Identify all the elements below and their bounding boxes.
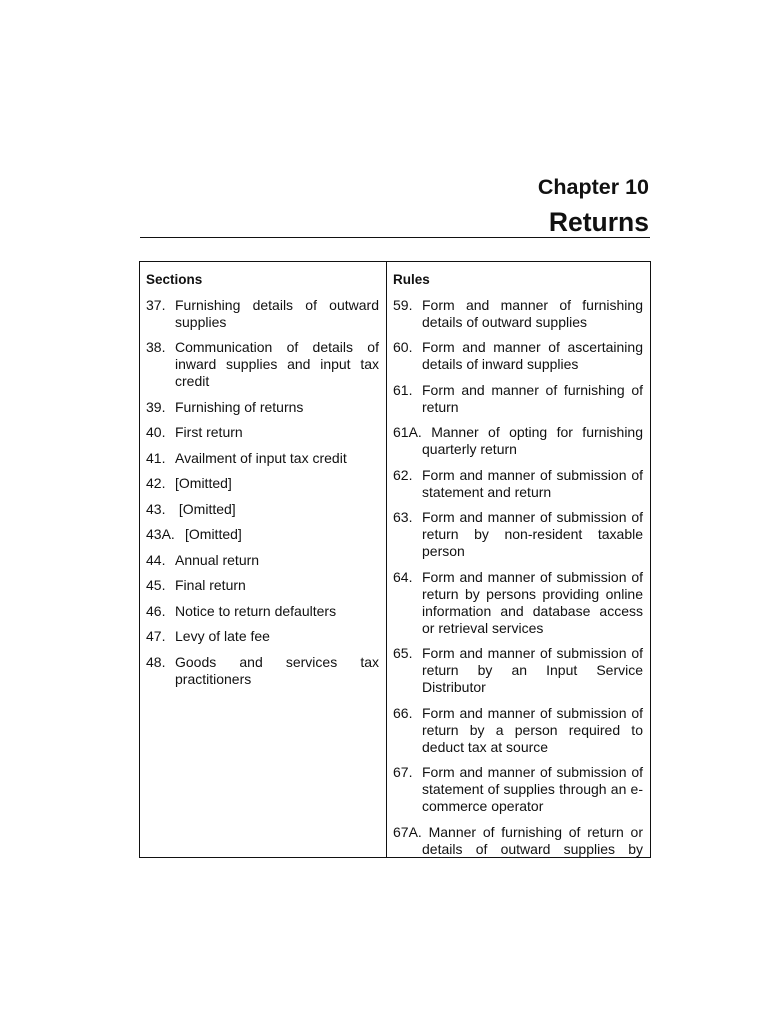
section-title: Furnishing details of outward supplies bbox=[175, 296, 379, 330]
section-item bbox=[146, 654, 379, 688]
rules-heading: Rules bbox=[393, 272, 430, 287]
rule-number: 60. bbox=[393, 339, 413, 355]
rule-item bbox=[393, 509, 643, 560]
rule-item bbox=[393, 764, 643, 815]
rule-item bbox=[393, 467, 643, 501]
section-number: 38. bbox=[146, 339, 166, 355]
rule-number: 67A. bbox=[393, 823, 422, 840]
section-number: 44. bbox=[146, 551, 166, 568]
rules-column bbox=[387, 262, 650, 857]
section-item bbox=[146, 450, 379, 467]
section-number: 42. bbox=[146, 475, 166, 491]
section-title: Levy of late fee bbox=[175, 628, 270, 644]
section-title: Furnishing of returns bbox=[175, 398, 304, 415]
section-title: Goods and services tax practitioners bbox=[175, 653, 379, 687]
rule-title: Form and manner of ascertaining details of inward supplies bbox=[422, 339, 643, 372]
section-number: 46. bbox=[146, 602, 166, 619]
rule-item bbox=[393, 424, 643, 458]
rule-title: Form and manner of submission of return by non-resident taxable person bbox=[422, 509, 643, 559]
section-item bbox=[146, 424, 379, 441]
rule-number: 59. bbox=[393, 296, 413, 313]
rule-title: Form and manner of submission of statement of supplies through an e-commerce operator bbox=[422, 764, 643, 814]
contents-table bbox=[139, 261, 651, 858]
sections-column bbox=[140, 262, 387, 857]
section-title: Communication of details of inward supplies and input tax credit bbox=[175, 339, 379, 389]
section-number: 40. bbox=[146, 424, 166, 440]
rule-item bbox=[393, 339, 643, 373]
section-number: 41. bbox=[146, 449, 166, 466]
sections-heading: Sections bbox=[146, 272, 203, 287]
rule-item bbox=[393, 645, 643, 696]
section-title: Final return bbox=[175, 577, 246, 593]
section-number: 43A. bbox=[146, 526, 175, 542]
section-item bbox=[146, 501, 379, 518]
section-item bbox=[146, 297, 379, 331]
rule-title: Manner of furnishing of return or details of outward supplies by bbox=[422, 823, 643, 857]
section-title: Availment of input tax credit bbox=[175, 449, 347, 466]
section-number: 45. bbox=[146, 577, 166, 593]
rule-number: 64. bbox=[393, 568, 413, 585]
section-item bbox=[146, 577, 379, 594]
rule-number: 65. bbox=[393, 645, 413, 661]
rule-title: Form and manner of furnishing of return bbox=[422, 381, 643, 415]
rule-item bbox=[393, 705, 643, 756]
section-item bbox=[146, 552, 379, 569]
section-item bbox=[146, 526, 379, 543]
rule-item bbox=[393, 382, 643, 416]
rule-title: Form and manner of submission of return by persons providing online information and database access or retrieval services bbox=[422, 568, 643, 636]
rule-title: Form and manner of submission of statement and return bbox=[422, 466, 643, 500]
section-title: Annual return bbox=[175, 551, 260, 568]
section-item bbox=[146, 603, 379, 620]
rule-item bbox=[393, 569, 643, 637]
section-item bbox=[146, 399, 379, 416]
section-number: 48. bbox=[146, 653, 166, 670]
chapter-title: Returns bbox=[548, 207, 649, 237]
section-number: 37. bbox=[146, 296, 166, 313]
rule-title: Form and manner of furnishing details of outward supplies bbox=[422, 296, 643, 330]
section-item bbox=[146, 475, 379, 492]
title-divider bbox=[140, 237, 650, 238]
rule-title: Form and manner of submission of return by a person required to deduct tax at source bbox=[422, 704, 643, 755]
rule-number: 67. bbox=[393, 764, 413, 780]
section-item bbox=[146, 339, 379, 390]
rule-number: 63. bbox=[393, 509, 413, 525]
section-number: 43. bbox=[146, 500, 166, 517]
rule-number: 61. bbox=[393, 381, 413, 398]
section-number: 39. bbox=[146, 398, 166, 415]
section-item bbox=[146, 628, 379, 645]
section-title: [Omitted] bbox=[175, 475, 232, 491]
rule-item bbox=[393, 297, 643, 331]
rule-number: 62. bbox=[393, 466, 413, 483]
section-title: [Omitted] bbox=[175, 500, 236, 517]
section-number: 47. bbox=[146, 628, 166, 644]
rule-title: Form and manner of submission of return by an Input Service Distributor bbox=[422, 645, 643, 695]
chapter-number: Chapter 10 bbox=[537, 175, 649, 199]
rule-number: 66. bbox=[393, 704, 413, 721]
section-title: [Omitted] bbox=[185, 526, 242, 542]
rule-number: 61A. bbox=[393, 424, 422, 440]
rule-item bbox=[393, 824, 643, 858]
rule-title: Manner of opting for furnishing quarterly return bbox=[422, 424, 644, 457]
section-title: Notice to return defaulters bbox=[175, 602, 337, 619]
section-title: First return bbox=[175, 424, 243, 440]
